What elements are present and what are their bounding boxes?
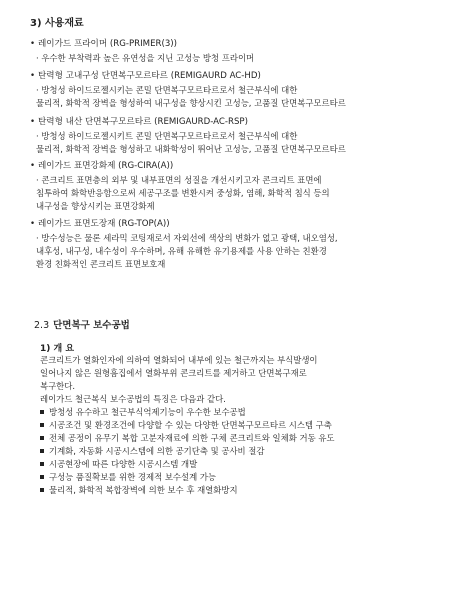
description-line: 내후성, 내구성, 내수성이 우수하며, 유해 유해한 유기용제를 사용 안하는 친환경 xyxy=(36,246,327,256)
subsection-title xyxy=(34,317,130,331)
description-line: · 콘크리트 표면층의 외부 및 내부표면의 성질을 개선시키고자 콘크리트 표면에 xyxy=(36,175,322,185)
feature-item xyxy=(40,432,335,444)
bullet-dot-icon: • xyxy=(30,39,36,49)
square-bullet-icon xyxy=(40,436,44,440)
material-description xyxy=(36,52,448,65)
feature-text: 시공조건 및 환경조건에 다양할 수 있는 다양한 단면복구모르타르 시스템 구축 xyxy=(49,420,332,430)
subsection-number: 2.3 xyxy=(34,320,50,331)
feature-item xyxy=(40,458,197,470)
material-name: 탄력형 내산 단면복구모르타르 (REMIGAURD-AC-RSP) xyxy=(38,117,248,127)
material-item xyxy=(30,160,173,173)
overview-paragraph xyxy=(40,354,448,406)
material-name: 레이가드 표면도장재 (RG-TOP(A)) xyxy=(38,219,170,229)
feature-item xyxy=(40,471,216,483)
feature-item xyxy=(40,484,238,496)
bullet-dot-icon: • xyxy=(30,219,36,229)
material-item xyxy=(30,116,248,129)
description-line: · 방청성 하이드로젤시키트 콘밀 단면복구모르타르로서 철근부식에 대한 xyxy=(36,131,298,141)
overview-heading: 1) 개 요 xyxy=(40,344,75,354)
feature-text: 물리적, 화학적 복합장벽에 의한 보수 후 재열화방지 xyxy=(49,485,238,495)
feature-text: 기계화, 자동화 시공시스템에 의한 공기단축 및 공사비 절감 xyxy=(49,446,265,456)
description-line: 내구성을 향상시키는 표면강화제 xyxy=(36,201,155,211)
description-line: 침투하여 화학반응함으로써 세공구조를 변환시켜 중성화, 염해, 화학적 침식 등의 xyxy=(36,188,330,198)
description-line: 물리적, 화학적 장벽을 형성하고 내화학성이 뛰어난 고성능, 고품질 단면복구모르타르 xyxy=(36,144,346,154)
material-item xyxy=(30,70,261,83)
material-name: 레이가드 프라이머 (RG-PRIMER(3)) xyxy=(38,39,177,49)
description-line: 물리적, 화학적 장벽을 형성하여 내구성을 향상시킨 고성능, 고품질 단면복구모르타르 xyxy=(36,98,346,108)
bullet-dot-icon: • xyxy=(30,161,36,171)
square-bullet-icon xyxy=(40,449,44,453)
material-name: 탄력형 고내구성 단면복구모르타르 (REMIGAURD AC-HD) xyxy=(38,71,261,81)
square-bullet-icon xyxy=(40,423,44,427)
square-bullet-icon xyxy=(40,475,44,479)
bullet-dot-icon: • xyxy=(30,117,36,127)
feature-text: 전체 공정이 유무기 복합 고분자재료에 의한 구체 콘크리트와 일체화 거동 유도 xyxy=(49,433,335,443)
material-description xyxy=(36,84,448,110)
feature-item xyxy=(40,419,332,431)
square-bullet-icon xyxy=(40,410,44,414)
material-description xyxy=(36,174,448,213)
overview-line: 레이가드 철근복식 보수공법의 특징은 다음과 같다. xyxy=(40,394,226,404)
description-line: · 방청성 하이드로젤시키는 콘밀 단면복구모르타르로서 철근부식에 대한 xyxy=(36,85,298,95)
square-bullet-icon xyxy=(40,462,44,466)
material-description xyxy=(36,232,448,271)
subsection-title-text: 단면복구 보수공법 xyxy=(53,320,130,331)
material-name: 레이가드 표면강화제 (RG-CIRA(A)) xyxy=(38,161,174,171)
feature-item xyxy=(40,406,246,418)
feature-item xyxy=(40,445,264,457)
material-item xyxy=(30,38,177,51)
section-title: 3) 사용재료 xyxy=(30,18,84,29)
bullet-dot-icon: • xyxy=(30,71,36,81)
description-line: · 방수성능은 물론 세라믹 코팅재로서 자외선에 색상의 변화가 없고 광택, 내오염성, xyxy=(36,233,338,243)
material-item xyxy=(30,218,170,231)
description-line: · 우수한 부착력과 높은 유연성을 지닌 고성능 방청 프라이머 xyxy=(36,53,255,63)
square-bullet-icon xyxy=(40,488,44,492)
feature-text: 시공현장에 따른 다양한 시공시스템 개발 xyxy=(49,459,198,469)
description-line: 환경 친화적인 콘크리트 표면보호재 xyxy=(36,259,166,269)
overview-line: 일어나지 않은 원형흠집에서 열화부위 콘크리트를 제거하고 단면복구재로 xyxy=(40,368,307,378)
overview-line: 콘크리트가 열화인자에 의하여 열화되어 내부에 있는 철근까지는 부식발생이 xyxy=(40,355,318,365)
feature-text: 구성능 품질확보를 위한 경제적 보수설계 가능 xyxy=(49,472,217,482)
material-description xyxy=(36,130,448,156)
feature-text: 방청성 유수하고 철근부식억제기능이 우수한 보수공법 xyxy=(49,407,246,417)
overview-line: 복구한다. xyxy=(40,381,76,391)
